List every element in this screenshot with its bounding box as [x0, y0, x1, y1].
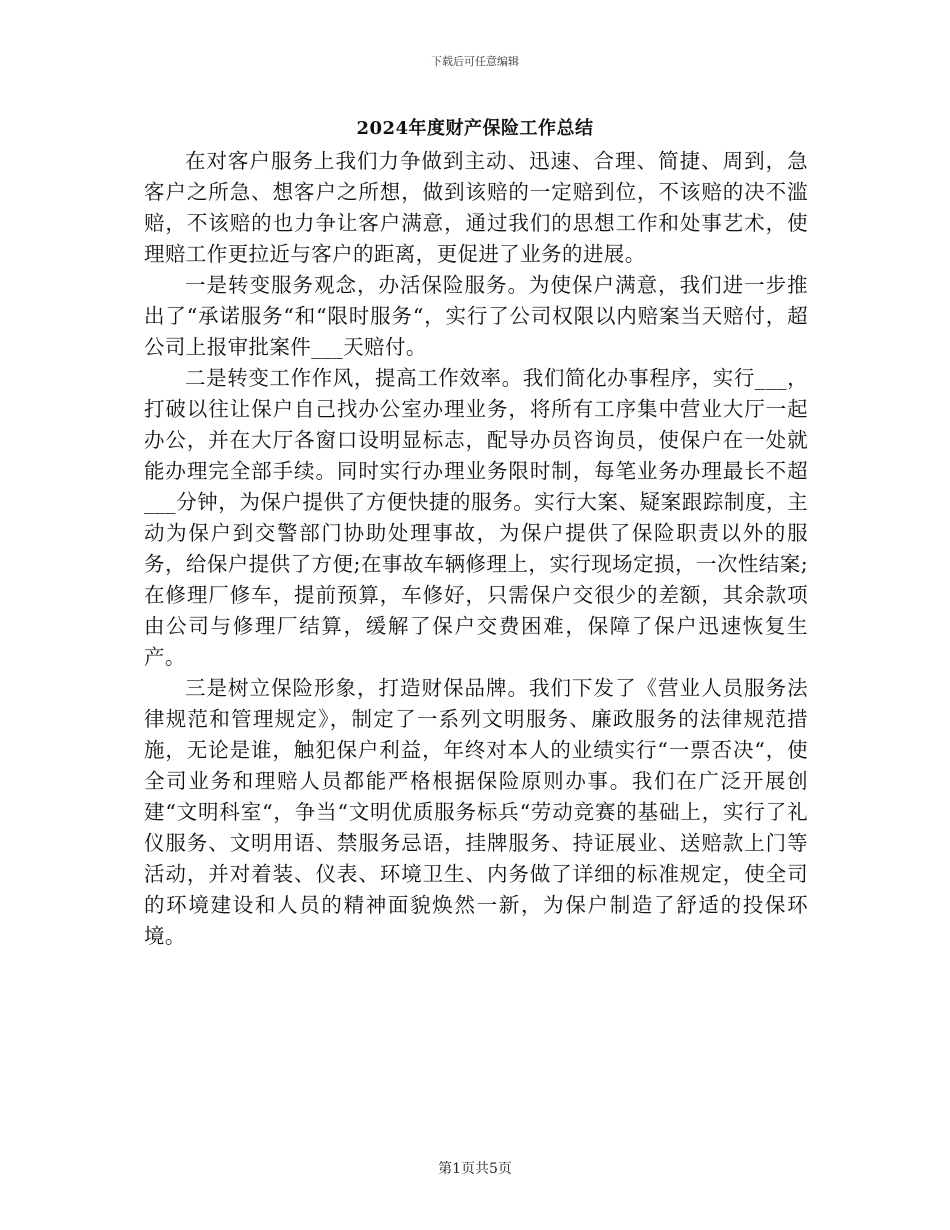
header-note: 下载后可任意编辑	[431, 55, 519, 68]
document-body	[144, 146, 808, 952]
paragraph-3: 二是转变工作作风，提高工作效率。我们简化办事程序，实行___，打破以往让保户自己找办公室办理业务，将所有工序集中营业大厅一起办公，并在大厅各窗口设明显标志，配导办员咨询员，使保户在一处就能办理完全部手续。同时实行办理业务限时制，每笔业务办理最长不超___分钟，为保户提供了方便快捷的服务。实行大案、疑案跟踪制度，主动为保户到交警部门协助处理事故，为保户提供了保险职责以外的服务，给保户提供了方便;在事故车辆修理上，实行现场定损，一次性结案;在修理厂修车，提前预算，车修好，只需保户交很少的差额，其余款项由公司与修理厂结算，缓解了保户交费困难，保障了保户迅速恢复生产。	[144, 366, 808, 669]
paragraph-1: 在对客户服务上我们力争做到主动、迅速、合理、简捷、周到，急客户之所急、想客户之所想，做到该赔的一定赔到位，不该赔的决不滥赔，不该赔的也力争让客户满意，通过我们的思想工作和处事艺术，使理赔工作更拉近与客户的距离，更促进了业务的进展。	[144, 149, 808, 266]
page-number: 第1页共5页	[438, 1161, 512, 1177]
paragraph-4: 三是树立保险形象，打造财保品牌。我们下发了《营业人员服务法律规范和管理规定》，制定了一系列文明服务、廉政服务的法律规范措施，无论是谁，触犯保户利益，年终对本人的业绩实行“一票否决“，使全司业务和理赔人员都能严格根据保险原则办事。我们在广泛开展创建“文明科室“，争当“文明优质服务标兵“劳动竞赛的基础上，实行了礼仪服务、文明用语、禁服务忌语，挂牌服务、持证展业、送赔款上门等活动，并对着装、仪表、环境卫生、内务做了详细的标准规定，使全司的环境建设和人员的精神面貌焕然一新，为保户制造了舒适的投保环境。	[144, 676, 808, 948]
document-title: 2024年度财产保险工作总结	[356, 118, 594, 139]
paragraph-2: 一是转变服务观念，办活保险服务。为使保户满意，我们进一步推出了“承诺服务“和“限时服务“，实行了公司权限以内赔案当天赔付，超公司上报审批案件___天赔付。	[144, 273, 808, 359]
